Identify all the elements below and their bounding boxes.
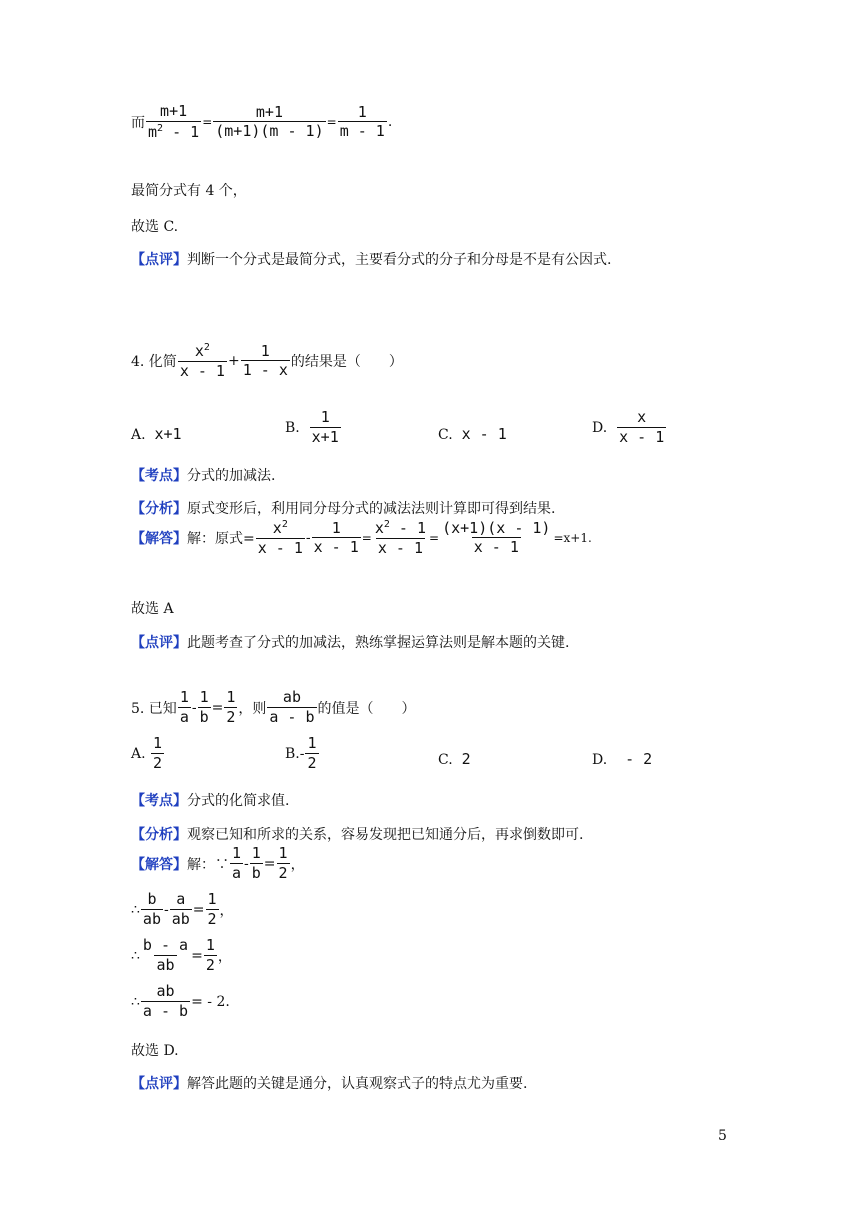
numerator: x	[637, 408, 647, 426]
numerator: a	[176, 890, 186, 908]
denominator: 2	[207, 909, 217, 928]
option-label: C.	[438, 427, 453, 443]
fraction-ab-over-a-b	[267, 690, 316, 726]
q5-option-a	[131, 736, 165, 772]
numerator: 1	[357, 102, 367, 121]
kaodian-text: 分式的化简求值.	[187, 793, 290, 809]
option-text: x - 1	[461, 425, 507, 443]
numerator: 1	[205, 936, 215, 954]
fraction-1-over-a	[178, 690, 191, 726]
denominator: x - 1	[619, 427, 665, 446]
comma-then: ，则	[238, 700, 267, 717]
fraction-x2-over-x-1	[178, 343, 227, 380]
option-fraction	[617, 410, 666, 446]
tail: - 1	[389, 519, 427, 537]
review-tag: 【点评】	[131, 1076, 187, 1092]
fraction-b-a-over-ab	[141, 938, 190, 974]
denominator: ab	[156, 955, 175, 974]
fraction-1-over-2	[206, 892, 219, 928]
jieda-tag: 【解答】	[131, 856, 187, 873]
review-text: 此题考查了分式的加减法，熟练掌握运算法则是解本题的关键.	[187, 635, 570, 651]
option-label: D.	[592, 752, 608, 768]
review-text: 判断一个分式是最简分式，主要看分式的分子和分母是不是有公因式.	[187, 252, 612, 268]
fraction-1-over-a	[230, 846, 243, 882]
fraction-1-over-b	[250, 846, 263, 882]
jieda-tag: 【解答】	[131, 531, 187, 548]
minus: -	[191, 699, 197, 716]
option-fraction	[310, 410, 341, 446]
denominator: a	[232, 863, 242, 882]
option-a	[131, 425, 182, 443]
base: x	[194, 342, 204, 360]
question-5-stem	[131, 690, 416, 726]
exponent: 2	[157, 122, 164, 134]
option-c	[438, 425, 507, 443]
denominator: ab	[142, 909, 161, 928]
option-label: A.	[131, 427, 146, 443]
count-line: 最简分式有 4 个，	[131, 183, 247, 199]
denominator: b	[251, 863, 261, 882]
numerator: 1	[232, 844, 242, 862]
equals: =	[326, 115, 337, 130]
numerator: (x+1)(x - 1)	[442, 518, 551, 537]
kaodian-text: 分式的加减法.	[187, 468, 276, 484]
exponent: 2	[203, 342, 210, 353]
numerator: ab	[156, 982, 175, 1000]
equals: =	[211, 699, 224, 716]
numerator: 1	[307, 734, 317, 752]
denominator: a - b	[142, 1001, 189, 1020]
denominator: a - b	[269, 707, 315, 726]
denominator: 2	[278, 863, 288, 882]
equals: =	[429, 531, 440, 546]
fraction-1-over-2	[224, 690, 237, 726]
comma: ，	[217, 948, 232, 965]
question-4-stem	[131, 343, 403, 380]
fenxi-tag: 【分析】	[131, 501, 187, 517]
q4-fenxi	[131, 498, 555, 518]
denominator: x - 1	[473, 538, 519, 557]
q5-option-d	[592, 750, 652, 768]
question-5-prefix: 5. 已知	[131, 700, 177, 717]
numerator	[271, 520, 290, 538]
q5-jieda-line1	[131, 846, 305, 882]
q5-option-c	[438, 750, 471, 768]
equals: =	[202, 115, 213, 130]
text-er: 而	[131, 115, 145, 132]
prev-review	[131, 249, 611, 269]
option-sign: -	[299, 745, 305, 762]
option-text: - 2	[616, 750, 653, 768]
option-label: D.	[592, 419, 608, 436]
option-b	[285, 410, 342, 446]
prev-choice: 故选 C.	[131, 219, 179, 235]
numerator: m+1	[255, 102, 283, 121]
q4-choice: 故选 A	[131, 601, 174, 617]
q5-fenxi	[131, 824, 583, 844]
fraction-x2-1-over-x-1	[373, 520, 428, 557]
option-text: 2	[461, 750, 471, 768]
review-text: 解答此题的关键是通分，认真观察式子的特点尤为重要.	[187, 1076, 528, 1092]
numerator: 1	[251, 844, 261, 862]
denominator: ab	[171, 909, 190, 928]
review-tag: 【点评】	[131, 252, 187, 268]
option-fraction	[305, 736, 318, 772]
fenxi-text: 观察已知和所求的关系，容易发现把已知通分后，再求倒数即可.	[187, 827, 584, 843]
fraction-1-over-x-1	[312, 518, 361, 557]
tail: - 1	[163, 122, 200, 141]
denominator: a	[179, 707, 189, 726]
fraction-1-over-1-x	[241, 341, 290, 380]
kaodian-tag: 【考点】	[131, 793, 187, 809]
question-5-suffix: 的值是（ ）	[317, 700, 416, 717]
denominator: (m+1)(m - 1)	[215, 122, 324, 141]
minus: -	[305, 530, 311, 547]
fraction-a-over-ab	[170, 892, 192, 928]
minus: -	[163, 901, 169, 918]
review-tag: 【点评】	[131, 635, 187, 651]
q5-choice: 故选 D.	[131, 1043, 179, 1059]
q5-kaodian	[131, 790, 289, 810]
q4-kaodian	[131, 465, 275, 485]
denominator: 2	[205, 955, 215, 974]
period: .	[387, 114, 393, 131]
fenxi-tag: 【分析】	[131, 827, 187, 843]
option-label: A.	[131, 745, 146, 762]
question-4-suffix: 的结果是（ ）	[290, 354, 403, 371]
base: x	[374, 519, 384, 537]
exponent: 2	[383, 519, 390, 530]
option-text: x+1	[154, 425, 182, 443]
base: m	[148, 122, 158, 141]
therefore-symbol: ∴	[131, 947, 140, 964]
denominator: 2	[226, 707, 236, 726]
fraction-1-over-2	[204, 938, 217, 974]
fraction-x2-over-x-1	[256, 520, 305, 557]
denominator: x+1	[311, 427, 339, 446]
therefore-symbol: ∴	[131, 901, 140, 918]
therefore-symbol: ∴	[131, 993, 140, 1010]
denominator: x - 1	[377, 538, 424, 557]
denominator: x - 1	[313, 538, 359, 557]
numerator: ab	[282, 688, 301, 706]
q5-jieda-line2	[131, 892, 234, 928]
denominator: x - 1	[257, 538, 303, 557]
fraction-m1-over-m2-1	[146, 104, 201, 141]
exponent: 2	[281, 519, 288, 530]
jieda-prefix: 解：原式=	[187, 531, 255, 548]
fraction-simplified	[338, 102, 387, 141]
numerator: 1	[226, 688, 236, 706]
result: =x+1.	[553, 531, 592, 546]
option-d	[592, 410, 667, 446]
numerator: 1	[260, 341, 270, 360]
numerator: b - a	[142, 936, 189, 954]
numerator: b	[147, 890, 157, 908]
numerator: 1	[207, 890, 217, 908]
denominator: 2	[153, 753, 163, 772]
kaodian-tag: 【考点】	[131, 468, 187, 484]
numerator: 1	[153, 734, 163, 752]
q5-option-b	[285, 736, 320, 772]
jieda-prefix: 解：∵	[187, 856, 229, 873]
denominator: x - 1	[179, 361, 225, 380]
base: x	[272, 519, 282, 537]
result: = - 2.	[191, 993, 230, 1010]
numerator: 1	[278, 844, 288, 862]
fraction-ab-over-a-b	[141, 984, 190, 1020]
comma: ，	[290, 856, 305, 873]
fenxi-text: 原式变形后，利用同分母分式的减法法则计算即可得到结果.	[187, 501, 556, 517]
numerator	[373, 520, 428, 538]
minus: -	[244, 855, 249, 872]
page-number: 5	[718, 1128, 727, 1144]
equals: =	[361, 531, 372, 546]
q5-jieda-line4	[131, 984, 230, 1020]
q5-jieda-line3	[131, 938, 232, 974]
numerator: 1	[331, 518, 341, 537]
denominator: 1 - x	[242, 361, 288, 380]
option-fraction	[151, 736, 164, 772]
numerator	[193, 343, 212, 361]
q4-review	[131, 632, 569, 652]
prev-equation	[131, 104, 392, 141]
equals: =	[263, 855, 276, 872]
equals: =	[191, 947, 203, 964]
fraction-factored-over-x-1	[440, 518, 552, 557]
denominator: b	[199, 707, 209, 726]
q4-jieda	[131, 520, 592, 557]
numerator: 1	[320, 408, 330, 426]
fraction-1-over-2	[277, 846, 290, 882]
comma: ，	[219, 902, 234, 919]
option-label: B.	[285, 745, 300, 762]
option-label: C.	[438, 752, 453, 768]
numerator: 1	[199, 688, 209, 706]
question-4-prefix: 4. 化简	[131, 354, 177, 371]
option-label: B.	[285, 419, 300, 436]
q5-review	[131, 1073, 527, 1093]
fraction-1-over-b	[198, 690, 211, 726]
fraction-b-over-ab	[141, 892, 163, 928]
plus: +	[227, 353, 240, 370]
denominator	[146, 121, 201, 141]
denominator: 2	[307, 753, 317, 772]
numerator: 1	[179, 688, 189, 706]
numerator: m+1	[160, 102, 188, 120]
fraction-factored	[213, 102, 325, 141]
equals: =	[192, 901, 205, 918]
denominator: m - 1	[339, 122, 385, 141]
